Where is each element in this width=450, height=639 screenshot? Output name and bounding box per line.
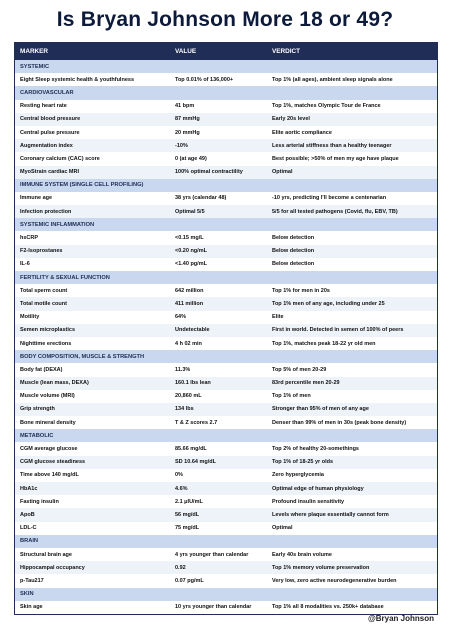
verdict-cell: 83rd percentile men 20-29: [272, 380, 340, 387]
marker-cell: Semen microplastics: [20, 327, 76, 334]
table-row: [15, 561, 437, 574]
section-header: BRAIN: [15, 535, 437, 548]
table-row: [15, 416, 437, 429]
marker-cell: HbA1c: [20, 485, 38, 492]
value-cell: 20 mmHg: [175, 129, 200, 136]
table-row: [15, 482, 437, 495]
table-row: [15, 403, 437, 416]
marker-cell: Body fat (DEXA): [20, 366, 63, 373]
verdict-cell: Below detection: [272, 248, 315, 255]
verdict-cell: Optimal: [272, 525, 293, 532]
verdict-cell: Top 1% of 18-25 yr olds: [272, 459, 334, 466]
table-row: [15, 166, 437, 179]
marker-cell: Total sperm count: [20, 287, 68, 294]
marker-cell: Coronary calcium (CAC) score: [20, 155, 100, 162]
value-cell: <0.20 ng/mL: [175, 248, 207, 255]
value-cell: 0 (at age 49): [175, 155, 207, 162]
verdict-cell: Top 1% all 8 modalities vs. 250k+ database: [272, 604, 384, 611]
marker-cell: ApoB: [20, 511, 35, 518]
value-cell: 0.07 pg/mL: [175, 577, 204, 584]
table-row: [15, 311, 437, 324]
verdict-cell: Optimal edge of human physiology: [272, 485, 364, 492]
value-cell: 4 h 02 min: [175, 340, 202, 347]
verdict-cell: Top 5% of men 20-29: [272, 366, 327, 373]
value-cell: 160.1 lbs lean: [175, 380, 211, 387]
verdict-cell: Early 40s brain volume: [272, 551, 332, 558]
table-row: [15, 113, 437, 126]
marker-cell: Hippocampal occupancy: [20, 564, 85, 571]
verdict-cell: Less arterial stiffness than a healthy teenager: [272, 142, 392, 149]
value-cell: 10 yrs younger than calendar: [175, 604, 252, 611]
value-cell: -10%: [175, 142, 188, 149]
value-cell: 38 yrs (calendar 48): [175, 195, 227, 202]
biomarker-table: [14, 42, 438, 615]
marker-cell: IL-6: [20, 261, 30, 268]
verdict-cell: Early 20s level: [272, 116, 310, 123]
table-row: [15, 469, 437, 482]
marker-cell: hsCRP: [20, 235, 39, 242]
section-header: METABOLIC: [15, 429, 437, 442]
table-row: [15, 100, 437, 113]
header-value: VALUE: [175, 48, 197, 55]
verdict-cell: First in world. Detected in semen of 100% of peers: [272, 327, 404, 334]
verdict-cell: Top 1% (all ages), ambient sleep signals alone: [272, 76, 393, 83]
table-row: [15, 377, 437, 390]
marker-cell: Immune age: [20, 195, 53, 202]
verdict-cell: Optimal: [272, 169, 293, 176]
value-cell: 411 million: [175, 300, 204, 307]
marker-cell: Bone mineral density: [20, 419, 76, 426]
marker-cell: Time above 140 mg/dL: [20, 472, 79, 479]
value-cell: 75 mg/dL: [175, 525, 200, 532]
marker-cell: Total motile count: [20, 300, 67, 307]
verdict-cell: -10 yrs, predicting I'll become a centenarian: [272, 195, 387, 202]
value-cell: Undetectable: [175, 327, 210, 334]
value-cell: 2.1 μIU/mL: [175, 498, 203, 505]
marker-cell: LDL-C: [20, 525, 37, 532]
marker-cell: Fasting insulin: [20, 498, 59, 505]
verdict-cell: Below detection: [272, 235, 315, 242]
verdict-cell: Very low, zero active neurodegenerative burden: [272, 577, 397, 584]
author-handle: @Bryan Johnson: [367, 614, 434, 623]
table-row: [15, 337, 437, 350]
verdict-cell: Elite aortic compliance: [272, 129, 332, 136]
verdict-cell: Zero hyperglycemia: [272, 472, 324, 479]
table-row: [15, 73, 437, 86]
verdict-cell: Profound insulin sensitivity: [272, 498, 345, 505]
section-header: IMMUNE SYSTEM (SINGLE CELL PROFILING): [15, 179, 437, 192]
table-row: [15, 390, 437, 403]
verdict-cell: Levels where plaque essentially cannot form: [272, 511, 389, 518]
table-row: [15, 324, 437, 337]
table-row: [15, 231, 437, 244]
table-row: [15, 284, 437, 297]
verdict-cell: Top 1% for men in 20s: [272, 287, 330, 294]
table-row: [15, 601, 437, 614]
value-cell: SD 10.64 mg/dL: [175, 459, 216, 466]
table-row: [15, 508, 437, 521]
value-cell: 20,860 mL: [175, 393, 202, 400]
verdict-cell: Top 1% memory volume preservation: [272, 564, 370, 571]
marker-cell: Motility: [20, 314, 40, 321]
table-row: [15, 442, 437, 455]
table-row: [15, 574, 437, 587]
value-cell: 87 mmHg: [175, 116, 200, 123]
value-cell: Optimal 5/5: [175, 208, 205, 215]
value-cell: <0.15 mg/L: [175, 235, 204, 242]
marker-cell: Nighttime erections: [20, 340, 72, 347]
verdict-cell: Elite: [272, 314, 284, 321]
section-header: CARDIOVASCULAR: [15, 86, 437, 99]
marker-cell: Infection protection: [20, 208, 72, 215]
value-cell: 64%: [175, 314, 187, 321]
verdict-cell: Top 1% men of any age, including under 25: [272, 300, 385, 307]
marker-cell: Central pulse pressure: [20, 129, 80, 136]
value-cell: 56 mg/dL: [175, 511, 200, 518]
table-row: [15, 522, 437, 535]
marker-cell: Muscle volume (MRI): [20, 393, 75, 400]
value-cell: T & Z scores 2.7: [175, 419, 218, 426]
value-cell: 85.66 mg/dL: [175, 446, 207, 453]
verdict-cell: Top 1% of men: [272, 393, 311, 400]
value-cell: 41 bpm: [175, 103, 195, 110]
verdict-cell: Top 2% of healthy 20-somethings: [272, 446, 359, 453]
marker-cell: CGM average glucose: [20, 446, 78, 453]
section-header: SKIN: [15, 588, 437, 601]
table-row: [15, 258, 437, 271]
verdict-cell: Best possible; >50% of men my age have plaque: [272, 155, 399, 162]
verdict-cell: Below detection: [272, 261, 315, 268]
marker-cell: p-Tau217: [20, 577, 44, 584]
marker-cell: Skin age: [20, 604, 43, 611]
table-row: [15, 548, 437, 561]
verdict-cell: Top 1%, matches Olympic Tour de France: [272, 103, 381, 110]
marker-cell: Structural brain age: [20, 551, 72, 558]
value-cell: 0.92: [175, 564, 186, 571]
table-header: [15, 43, 437, 60]
verdict-cell: 5/5 for all tested pathogens (Covid, flu, EBV, TB): [272, 208, 398, 215]
table-body: [15, 60, 437, 614]
table-row: [15, 297, 437, 310]
value-cell: 134 lbs: [175, 406, 194, 413]
section-header: SYSTEMIC: [15, 60, 437, 73]
marker-cell: Muscle (lean mass, DEXA): [20, 380, 89, 387]
marker-cell: CGM glucose steadiness: [20, 459, 86, 466]
marker-cell: F2-Isoprostanes: [20, 248, 63, 255]
marker-cell: Augmentation index: [20, 142, 73, 149]
table-row: [15, 363, 437, 376]
page-title: Is Bryan Johnson More 18 or 49?: [56, 8, 394, 31]
verdict-cell: Denser than 99% of men in 30s (peak bone density): [272, 419, 407, 426]
header-marker: MARKER: [20, 48, 49, 55]
table-row: [15, 456, 437, 469]
table-row: [15, 126, 437, 139]
section-header: FERTILITY & SEXUAL FUNCTION: [15, 271, 437, 284]
marker-cell: MyoStrain cardiac MRI: [20, 169, 79, 176]
value-cell: 4.6%: [175, 485, 188, 492]
table-row: [15, 152, 437, 165]
marker-cell: Eight Sleep systemic health & youthfulness: [20, 76, 134, 83]
table-row: [15, 245, 437, 258]
verdict-cell: Top 1%, matches peak 18-22 yr old men: [272, 340, 376, 347]
marker-cell: Resting heart rate: [20, 103, 67, 110]
table-row: [15, 192, 437, 205]
value-cell: 11.3%: [175, 366, 191, 373]
table-row: [15, 139, 437, 152]
value-cell: <1.40 pg/mL: [175, 261, 207, 268]
value-cell: 642 million: [175, 287, 204, 294]
value-cell: 100% optimal contractility: [175, 169, 243, 176]
value-cell: Top 0.01% of 136,000+: [175, 76, 234, 83]
value-cell: 4 yrs younger than calendar: [175, 551, 249, 558]
verdict-cell: Stronger than 95% of men of any age: [272, 406, 369, 413]
marker-cell: Grip strength: [20, 406, 55, 413]
section-header: BODY COMPOSITION, MUSCLE & STRENGTH: [15, 350, 437, 363]
section-header: SYSTEMIC INFLAMMATION: [15, 218, 437, 231]
header-verdict: VERDICT: [272, 48, 301, 55]
table-row: [15, 205, 437, 218]
marker-cell: Central blood pressure: [20, 116, 81, 123]
table-row: [15, 495, 437, 508]
value-cell: 0%: [175, 472, 183, 479]
